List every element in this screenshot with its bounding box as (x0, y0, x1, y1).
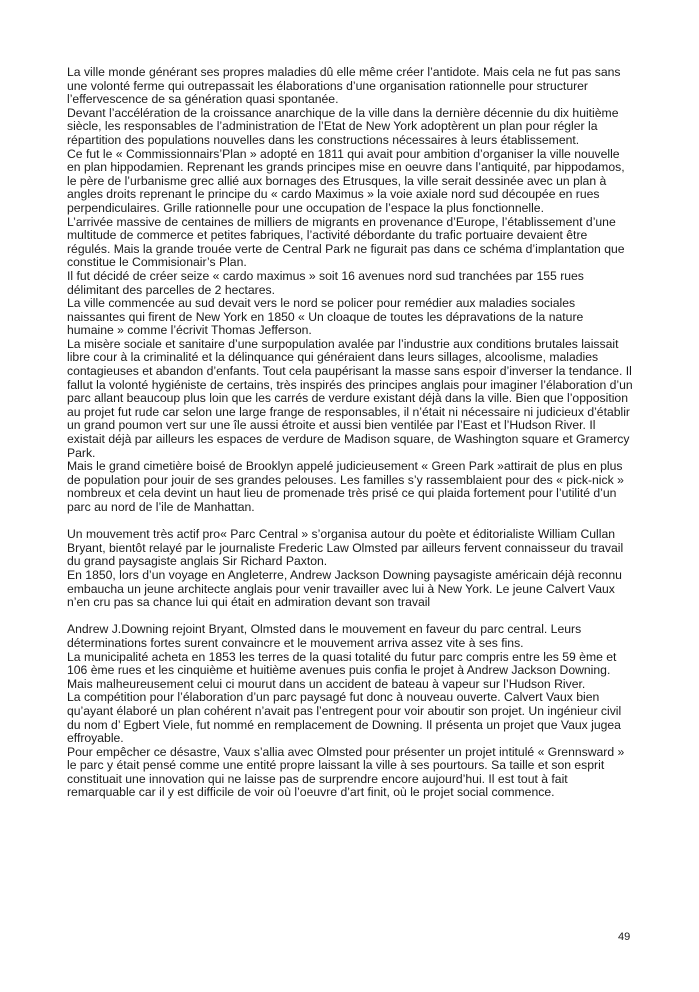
paragraph-1: La ville monde générant ses propres maladies dû elle même créer l’antidote. Mais cela ne fut pas sans une volonté ferme qui outrepassait les élaborations d’une organisation rationnelle pour structurer l’effervescence de sa génération quasi spontanée. (67, 65, 621, 107)
paragraph-10: En 1850, lors d’un voyage en Angleterre, Andrew Jackson Downing paysagiste américain déjà reconnu embaucha un jeune architecte anglais pour venir travailler avec lui à New York. Le jeune Calvert Vaux n’en cru pas sa chance lui qui était en admiration devant son travail (67, 567, 622, 610)
paragraph-4: L’arrivée massive de centaines de milliers de migrants en provenance d’Europe, l’établissement d’une multitude de commerce et petites fabriques, l’activité débordante du trafic portuaire devaient être régulés. Mais la grande trouée verte de Central Park ne figurait pas dans ce schéma d’implantation que constitue le Commisionair’s Plan. (67, 214, 625, 270)
paragraph-14: La compétition pour l’élaboration d’un parc paysagé fut donc à nouveau ouverte. Calvert Vaux bien qu’ayant élaboré un plan cohérent n’avait pas l’entregent pour voir aboutir son projet. Un ingénieur civil du nom d’ Egbert Viele, fut nommé en remplacement de Downing. Il présenta un projet que Vaux jugea effroyable. (67, 690, 622, 746)
paragraph-spacer (67, 515, 633, 529)
paragraph-12: La municipalité acheta en 1853 les terres de la quasi totalité du futur parc compris entre les 59 ème et 106 ème rues et les cinquième et huitième avenues puis confia le projet à Andrew Jackson Downing. (67, 649, 617, 678)
paragraph-6: La ville commencée au sud devait vers le nord se policer pour remédier aux maladies sociales naissantes qui firent de New York en 1850 « Un cloaque de toutes les dépravations de la nature humaine » comme l’écrivit Thomas Jefferson. (67, 296, 584, 338)
paragraph-7: La misère sociale et sanitaire d’une surpopulation avalée par l’industrie aux conditions brutales laissait libre cour à la criminalité et la délinquance qui généraient dans leurs sillages, alcoolisme, maladies contagieuses et abandon d’enfants. Tout cela paupérisant la masse sans espoir d’inverser la tendance. Il fallut la volonté hygiéniste de certains, très inspirés des principes anglais pour imaginer l’élaboration d’un parc allant beaucoup plus loin que les carrés de verdure existant déjà dans la ville. Bien que l’opposition au projet fut rude car selon une large frange de responsables, il n’était ni nécessaire ni judicieux d’établir un grand poumon vert sur une île aussi étroite et aussi bien ventilée par l’East et l’Hudson River. Il existait déjà par ailleurs les espaces de verdure de Madison square, de Washington square et Gramercy Park. (67, 336, 633, 460)
paragraph-5: Il fut décidé de créer seize « cardo maximus » soit 16 avenues nord sud tranchées par 155 rues délimitant des parcelles de 2 hectares. (67, 268, 584, 297)
paragraph-spacer (67, 610, 633, 624)
paragraph-8: Mais le grand cimetière boisé de Brooklyn appelé judicieusement « Green Park »attirait de plus en plus de population pour jouir de ses grandes pelouses. Les familles s’y rassemblaient pour des « pick-nick » nombreux et cela devint un haut lieu de promenade très prisé ce qui plaida fortement pour l’utilité d’un parc au nord de l’ile de Manhattan. (67, 459, 624, 514)
paragraph-3: Ce fut le « Commissionnairs’Plan » adopté en 1811 qui avait pour ambition d’organiser la ville nouvelle en plan hippodamien. Reprenant les grands principes mise en oeuvre dans l’antiquité, par hippodamos, le père de l’urbanisme grec allié aux bornages des Etrusques, la ville serait dessinée avec un plan à angles droits reprenant le principe du « cardo Maximus » la voie axiale nord sud découpée en rues perpendiculaires. Grille rationnelle pour une occupation de l’espace la plus fonctionnelle. (67, 146, 625, 215)
paragraph-15: Pour empêcher ce désastre, Vaux s’allia avec Olmsted pour présenter un projet intitulé « Grennsward » le parc y était pensé comme une entité propre laissant la ville à ses pourtours. Sa taille et son esprit constituait une innovation qui ne laisse pas de surprendre encore aujourd’hui. Il est tout à fait remarquable car il y est difficile de voir où l’oeuvre d’art finit, où le projet social commence. (67, 744, 625, 800)
paragraph-2: Devant l’accélération de la croissance anarchique de la ville dans la dernière décennie du dix huitième siècle, les responsables de l’administration de l’Etat de New York adoptèrent un plan pour régler la répartition des populations nouvelles dans les constructions nécessaires à leurs établissement. (67, 105, 619, 147)
paragraph-11: Andrew J.Downing rejoint Bryant, Olmsted dans le mouvement en faveur du parc central. Leurs déterminations fortes surent convaincre et le mouvement arriva assez vite à ses fins. (67, 622, 582, 650)
paragraph-13: Mais malheureusement celui ci mourut dans un accident de bateau à vapeur sur l’Hudson River. (67, 676, 586, 691)
page-number: 49 (618, 931, 631, 943)
body-text (67, 66, 633, 800)
paragraph-9: Un mouvement très actif pro« Parc Central » s’organisa autour du poète et éditorialiste William Cullan Bryant, bientôt relayé par le journaliste Frederic Law Olmsted par ailleurs fervent connaisseur du travail du grand paysagiste anglais Sir Richard Paxton. (67, 527, 624, 569)
